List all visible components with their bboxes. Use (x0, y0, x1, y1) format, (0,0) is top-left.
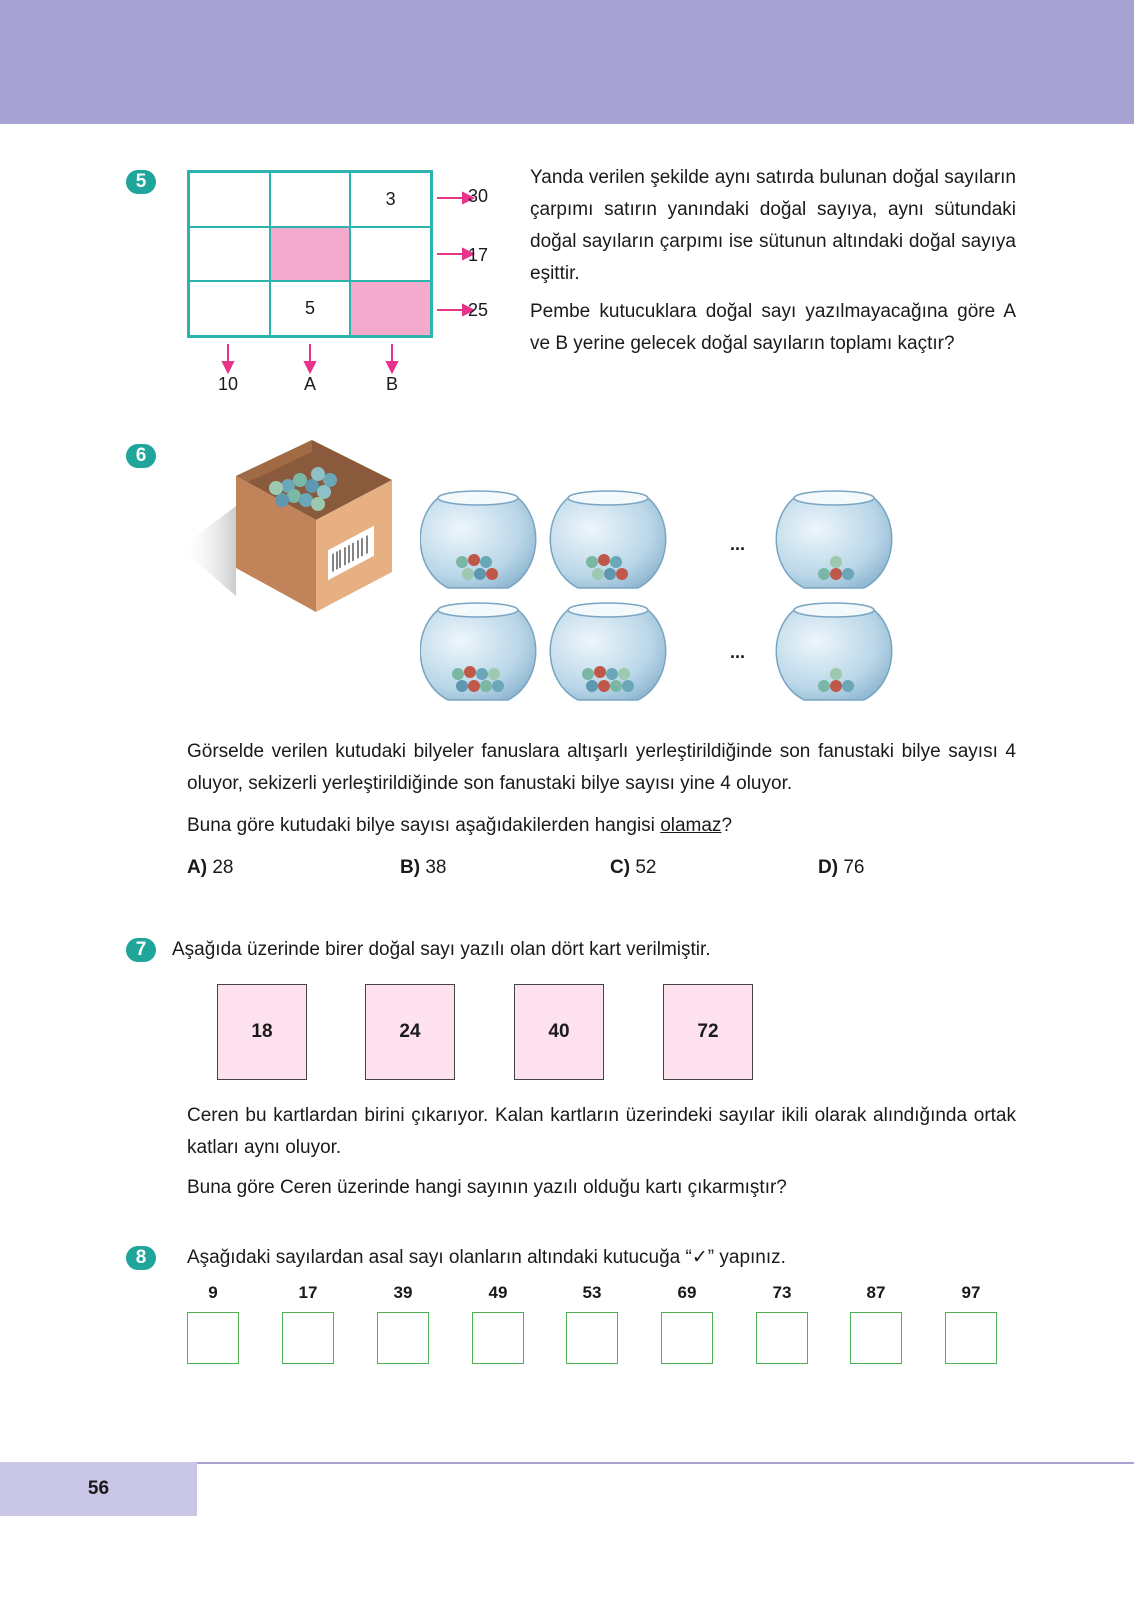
grid-cell: 5 (270, 281, 351, 336)
pink-cell (350, 281, 431, 336)
prime-candidate: 39 (393, 1283, 413, 1302)
question-7-badge: 7 (126, 938, 156, 962)
prime-candidate: 53 (582, 1283, 602, 1302)
option-key: A) (187, 857, 208, 878)
column-arrows (187, 340, 433, 376)
number-card: 24 (365, 984, 455, 1080)
option-b (400, 852, 446, 884)
prime-candidate: 69 (677, 1283, 697, 1302)
marble-box-illustration (178, 436, 408, 626)
option-c (610, 852, 656, 884)
q6-question-underlined: olamaz (660, 815, 722, 836)
number-card: 18 (217, 984, 307, 1080)
prime-checkbox[interactable] (187, 1312, 239, 1364)
pink-cell (270, 227, 351, 282)
option-d (818, 852, 864, 884)
ellipsis-top: ... (730, 534, 746, 554)
q6-description: Görselde verilen kutudaki bilyeler fanuslara altışarlı yerleştirildiğinde son fanustaki bilye sayısı 4 oluyor, sekizerli yerleştirildiğinde son fanustaki bilye sayısı yine 4 oluyor. (187, 741, 1016, 794)
q5-description: Yanda verilen şekilde aynı satırda bulunan doğal sayıların çarpımı satırın yanındaki doğal sayıya, aynı sütundaki doğal sayıların çarpımı ise sütunun altındaki doğal sayıya eşittir. (530, 167, 1016, 284)
q6-question (187, 810, 1016, 842)
grid-cell (270, 172, 351, 227)
column-label-b: B (385, 374, 398, 394)
q7-intro: Aşağıda üzerinde birer doğal sayı yazılı olan dört kart verilmiştir. (172, 939, 711, 960)
option-key: C) (610, 857, 631, 878)
row-product-3: 25 (468, 300, 489, 320)
prime-checkbox[interactable] (472, 1312, 524, 1364)
page-number: 56 (87, 1478, 110, 1499)
prime-candidate: 9 (208, 1283, 218, 1302)
q7-description: Ceren bu kartlardan birini çıkarıyor. Kalan kartların üzerindeki sayılar ikili olarak alındığında ortak katları aynı oluyor. (187, 1105, 1016, 1158)
question-6-badge: 6 (126, 444, 156, 468)
fishbowls-illustration (420, 490, 920, 720)
option-value: 38 (425, 857, 447, 878)
prime-checkbox[interactable] (756, 1312, 808, 1364)
q8-intro: Aşağıdaki sayılardan asal sayı olanların altındaki kutucuğa “✓” yapınız. (187, 1247, 786, 1268)
prime-candidate: 17 (298, 1283, 318, 1302)
product-grid (187, 170, 433, 338)
number-card: 72 (663, 984, 753, 1080)
prime-candidate: 49 (488, 1283, 508, 1302)
prime-candidate: 87 (866, 1283, 886, 1302)
grid-cell: 3 (350, 172, 431, 227)
prime-checkbox[interactable] (850, 1312, 902, 1364)
option-value: 52 (635, 857, 657, 878)
ellipsis-bottom: ... (730, 642, 746, 662)
row-product-1: 30 (468, 186, 489, 206)
grid-cell (189, 172, 270, 227)
option-value: 76 (843, 857, 865, 878)
grid-cell (350, 227, 431, 282)
header-band (0, 0, 1134, 124)
question-8-badge: 8 (126, 1246, 156, 1270)
question-5-badge: 5 (126, 170, 156, 194)
number-card: 40 (514, 984, 604, 1080)
option-key: D) (818, 857, 839, 878)
column-label-a: A (303, 374, 316, 394)
grid-cell (189, 281, 270, 336)
prime-checkbox[interactable] (377, 1312, 429, 1364)
q5-question: Pembe kutucuklara doğal sayı yazılmayacağına göre A ve B yerine gelecek doğal sayıların toplamı kaçtır? (530, 301, 1016, 354)
prime-checkbox[interactable] (945, 1312, 997, 1364)
prime-checkbox[interactable] (566, 1312, 618, 1364)
prime-candidate: 73 (772, 1283, 792, 1302)
prime-checkbox[interactable] (282, 1312, 334, 1364)
prime-checkbox[interactable] (661, 1312, 713, 1364)
q7-question: Buna göre Ceren üzerinde hangi sayının yazılı olduğu kartı çıkarmıştır? (187, 1177, 787, 1198)
q6-question-mark: ? (721, 815, 733, 836)
row-product-2: 17 (468, 245, 489, 265)
q6-question-text: Buna göre kutudaki bilye sayısı aşağıdakilerden hangisi (187, 815, 661, 836)
grid-cell (189, 227, 270, 282)
column-product-1: 10 (217, 374, 239, 394)
option-key: B) (400, 857, 421, 878)
option-a (187, 852, 233, 884)
option-value: 28 (212, 857, 234, 878)
prime-candidate: 97 (961, 1283, 981, 1302)
